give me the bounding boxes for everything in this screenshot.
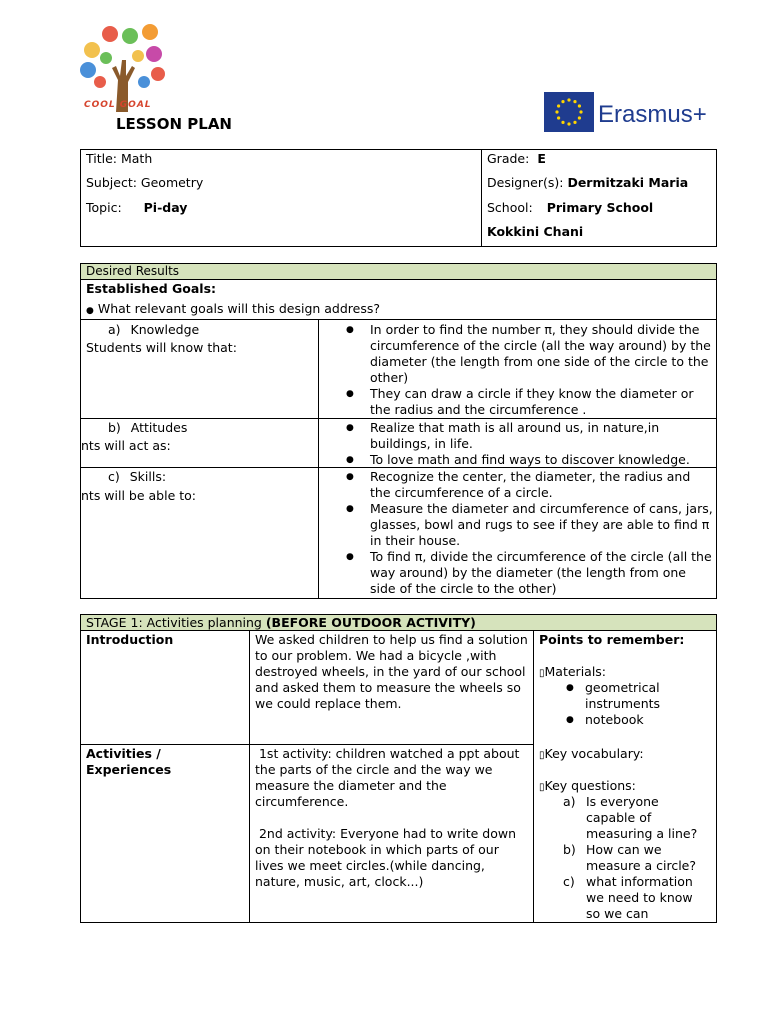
goals-question: ● What relevant goals will this design address? [86,301,381,316]
cool-goal-logo [72,20,172,116]
desired-results-header: Desired Results [86,264,180,278]
activities-label: Activities / Experiences [86,746,172,777]
questions-label: ▯Key questions: [539,778,636,793]
box-glyph-icon: ▯ [539,782,545,793]
list-item: ● Measure the diameter and circumference of cans, jars, glasses, bowl and rugs to see if they are able to find π in their house. [319,501,713,549]
attitudes-sub: nts will act as: [81,438,171,453]
info-school [487,200,653,216]
info-subject: Subject: Geometry [86,175,204,190]
points-title: Points to remember: [539,632,685,647]
list-item: ● notebook [539,712,715,728]
designer-value: Dermitzaki Maria [567,175,689,190]
box-glyph-icon: ▯ [539,750,545,761]
skills-bullets [319,469,713,597]
attitudes-bullets [319,420,713,468]
list-item: a) Is everyone capable of measuring a line? [563,794,698,841]
grade-label: Grade: [487,151,530,166]
list-item: ● To find π, divide the circumference of the circle (all the way around) by the diameter (the length from one side of the circle to the other) [319,549,713,597]
activity-1: 1st activity: children watched a ppt about the parts of the circle and the way we measure the diameter and the circumference. [255,746,524,809]
list-item: b) How can we measure a circle? [563,842,697,873]
box-glyph-icon: ▯ [539,668,545,679]
activity-2: 2nd activity: Everyone had to write down on their notebook in which parts of our lives we meet circles.(while dancing, nature, music, art, clock...) [255,826,520,889]
info-topic [86,200,187,216]
knowledge-sub: Students will know that: [86,340,237,355]
designer-label: Designer(s): [487,175,564,190]
info-table [80,149,717,247]
list-item: ● Recognize the center, the diameter, the radius and the circumference of a circle. [319,469,713,501]
materials-list [539,680,715,728]
list-item: ● geometrical instruments [539,680,715,712]
school-value: Primary School [546,200,654,215]
info-grade [487,151,546,167]
list-item: ● To love math and find ways to discover knowledge. [319,452,713,468]
eu-flag-icon [544,92,594,132]
established-goals-title: Established Goals: [86,281,217,296]
topic-label: Topic: [86,200,122,215]
logo-text: COOL GOAL [84,100,152,110]
school-label: School: [487,200,533,215]
knowledge-bullets [319,322,713,418]
materials-label: ▯Materials: [539,664,607,679]
questions-list [539,794,709,922]
introduction-label: Introduction [86,632,174,647]
introduction-text: We asked children to help us find a solution to our problem. We had a bicycle ,with destroyed wheels, in the yard of our school and asked them to measure the wheels so we could replace them. [255,632,528,711]
vocab-label: ▯Key vocabulary: [539,746,644,761]
info-designer [487,175,688,191]
skills-sub: nts will be able to: [81,488,197,503]
skills-label: c) Skills: [108,469,167,484]
list-item: ● Realize that math is all around us, in nature,in buildings, in life. [319,420,713,452]
topic-value: Pi-day [143,200,188,215]
list-item: c) what information we need to know so we can [563,874,693,921]
page-title: LESSON PLAN [116,115,232,133]
attitudes-label: b) Attitudes [108,420,188,435]
stage-header: STAGE 1: Activities planning (BEFORE OUTDOOR ACTIVITY) [86,615,476,630]
grade-value: E [537,151,546,166]
knowledge-label: a) Knowledge [108,322,200,337]
list-item: ● In order to find the number π, they should divide the circumference of the circle (all the way around) by the diameter (the length from one side of the circle to the other) [319,322,713,386]
list-item: ● They can draw a circle if they know the diameter or the radius and the circumference . [319,386,713,418]
school-value-line2: Kokkini Chani [487,224,584,239]
info-title: Title: Math [86,151,153,166]
erasmus-text: Erasmus+ [598,101,707,128]
